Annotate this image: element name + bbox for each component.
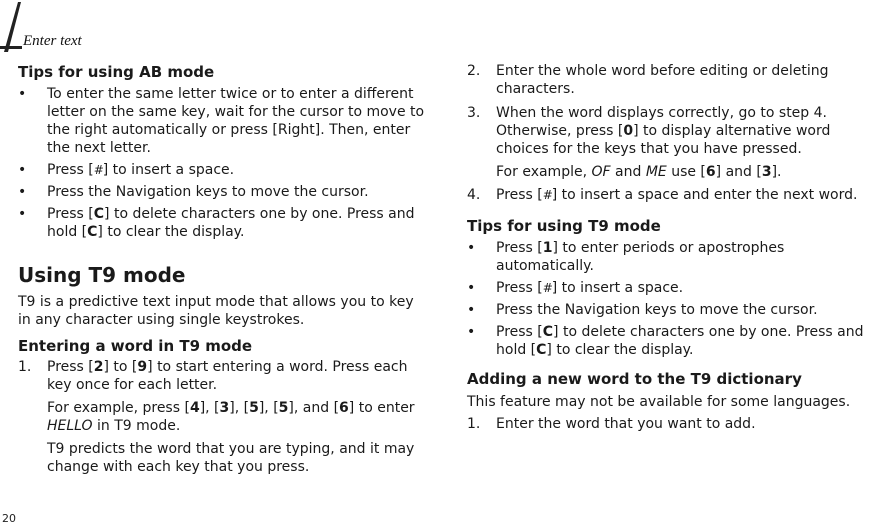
ab-tips-heading: Tips for using AB mode (18, 63, 215, 81)
list-item: 4. Press [#] to insert a space and enter the next word. (467, 187, 858, 203)
list-item: 1. Press [2] to [9] to start entering a word. Press each key once for each letter. (18, 359, 408, 393)
bullet-icon: • (18, 86, 27, 102)
t9-tips-heading: Tips for using T9 mode (467, 217, 661, 235)
list-item: • Press [#] to insert a space. (467, 280, 684, 296)
t9-intro: T9 is a predictive text input mode that allows you to key in any character using single keystrokes. (18, 294, 414, 328)
header-decoration (0, 0, 22, 52)
list-item: • To enter the same letter twice or to enter a different letter on the same key, wait for the cursor to move to the right automatically or press [Right]. Then, enter the next letter. (18, 86, 425, 156)
t9-section-title: Using T9 mode (18, 263, 186, 287)
bullet-icon: • (467, 302, 476, 318)
left-column (18, 62, 428, 476)
list-item: • Press [#] to insert a space. (18, 162, 235, 178)
list-item: 3. When the word displays correctly, go to step 4. Otherwise, press [0] to display alternative word choices for the keys that you have pressed. (467, 105, 831, 157)
hash-key-icon: # (542, 281, 553, 295)
step1-predict: T9 predicts the word that you are typing, and it may change with each key that you press. (47, 441, 415, 475)
header-title: Enter text (23, 33, 82, 49)
step3-example: For example, OF and ME use [6] and [3]. (496, 164, 782, 180)
hash-key-icon: # (542, 188, 553, 202)
list-item: • Press [1] to enter periods or apostrophes automatically. (467, 240, 785, 274)
list-item: 1. Enter the word that you want to add. (467, 416, 756, 432)
dictionary-intro: This feature may not be available for some languages. (467, 394, 851, 410)
step1-example: For example, press [4], [3], [5], [5], and [6] to enter HELLO in T9 mode. (47, 400, 415, 434)
page-number: 20 (2, 512, 16, 525)
list-item: 2. Enter the whole word before editing or deleting characters. (467, 63, 829, 97)
list-item: • Press [C] to delete characters one by one. Press and hold [C] to clear the display. (467, 324, 864, 358)
right-column (467, 62, 867, 433)
bullet-icon: • (467, 280, 476, 296)
list-item: • Press the Navigation keys to move the cursor. (467, 302, 818, 318)
dictionary-heading: Adding a new word to the T9 dictionary (467, 370, 802, 388)
bullet-icon: • (18, 184, 27, 200)
entering-word-heading: Entering a word in T9 mode (18, 337, 253, 355)
bullet-icon: • (18, 206, 27, 222)
bullet-icon: • (467, 324, 476, 340)
bullet-icon: • (18, 162, 27, 178)
hash-key-icon: # (93, 163, 104, 177)
list-item: • Press the Navigation keys to move the cursor. (18, 184, 369, 200)
list-item: • Press [C] to delete characters one by one. Press and hold [C] to clear the display. (18, 206, 415, 240)
bullet-icon: • (467, 240, 476, 256)
